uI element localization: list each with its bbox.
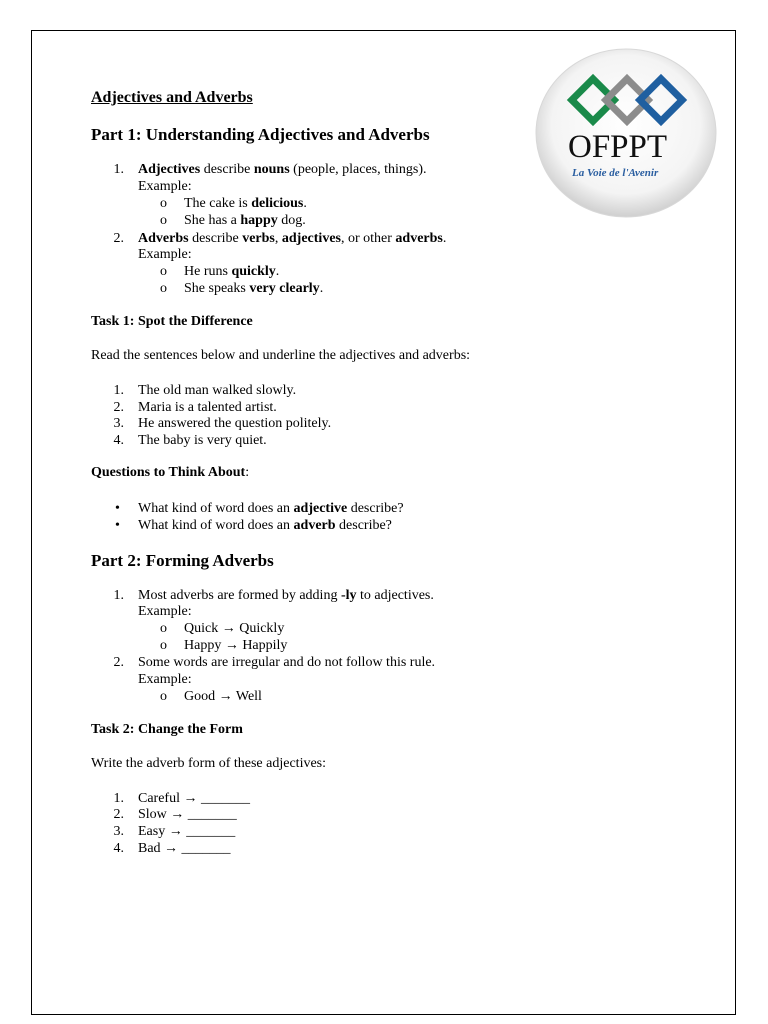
questions-heading-text: Questions to Think About	[91, 465, 246, 480]
term-adjectives: Adjectives	[138, 162, 201, 177]
list-number: 1.	[113, 383, 124, 398]
exercise-text: Easy → _______	[138, 824, 236, 839]
text: .	[319, 281, 324, 296]
text: She speaks	[184, 281, 250, 296]
bullet: o	[160, 281, 167, 296]
term-nouns: nouns	[253, 162, 290, 177]
text: describe	[188, 231, 243, 246]
text: (people, places, things).	[289, 162, 427, 177]
bold-word: quickly	[231, 264, 276, 279]
exercise-text: Careful → _______	[138, 791, 250, 806]
text: The cake is	[184, 196, 252, 211]
example-item	[160, 212, 306, 229]
bullet: •	[115, 518, 120, 533]
part1-heading: Part 1: Understanding Adjectives and Adverbs	[91, 125, 430, 144]
bullet-item	[115, 500, 404, 517]
text: Most adverbs are formed by adding	[138, 588, 341, 603]
questions-heading	[91, 465, 249, 481]
text: dog.	[277, 213, 306, 228]
sentence-text: He answered the question politely.	[138, 416, 332, 431]
logo-tagline: La Voie de l'Avenir	[572, 167, 659, 179]
text: .	[442, 231, 447, 246]
bullet: o	[160, 689, 167, 704]
bullet: o	[160, 196, 167, 211]
text: , or other	[340, 231, 396, 246]
text: to adjectives.	[356, 588, 434, 603]
example-label: Example:	[138, 247, 192, 262]
list-number: 1.	[113, 791, 124, 806]
exercise-text: Bad → _______	[138, 841, 231, 856]
bold-word: delicious	[251, 196, 304, 211]
task2-heading: Task 2: Change the Form	[91, 722, 243, 737]
text: She has a	[184, 213, 241, 228]
list-number: 1.	[113, 162, 124, 177]
example-text: Happy → Happily	[184, 638, 288, 653]
task1-heading: Task 1: Spot the Difference	[91, 314, 253, 329]
example-label: Example:	[138, 604, 192, 619]
bold-word: -ly	[340, 588, 357, 603]
bullet-item	[115, 517, 392, 534]
list-number: 4.	[113, 841, 124, 856]
text: .	[275, 264, 280, 279]
bullet: o	[160, 621, 167, 636]
list-number: 1.	[113, 588, 124, 603]
example-text: Quick → Quickly	[184, 621, 285, 636]
sentence-text: Maria is a talented artist.	[138, 400, 277, 415]
logo-text: OFPPT	[568, 129, 668, 165]
text: describe?	[335, 518, 392, 533]
list-number: 2.	[113, 655, 124, 670]
example-item	[160, 688, 262, 705]
example-item	[160, 195, 307, 212]
list-number: 3.	[113, 824, 124, 839]
task2-instruction: Write the adverb form of these adjectives:	[91, 756, 327, 771]
text: .	[303, 196, 307, 211]
bullet: o	[160, 264, 167, 279]
term-verbs: verbs	[242, 231, 275, 246]
sentence-text: The baby is very quiet.	[138, 433, 267, 448]
text: What kind of word does an	[138, 501, 294, 516]
term-adverbs: adverbs	[395, 231, 443, 246]
list-number: 2.	[113, 400, 124, 415]
list-number: 4.	[113, 433, 124, 448]
bullet: o	[160, 213, 167, 228]
term-adjectives: adjectives	[281, 231, 341, 246]
term-adverbs: Adverbs	[138, 231, 189, 246]
document-title: Adjectives and Adverbs	[91, 89, 253, 106]
list-number: 3.	[113, 416, 124, 431]
example-label: Example:	[138, 672, 192, 687]
text: He runs	[184, 264, 232, 279]
text: describe	[200, 162, 254, 177]
text: What kind of word does an	[138, 518, 294, 533]
bold-word: adverb	[293, 518, 336, 533]
part2-heading: Part 2: Forming Adverbs	[91, 551, 274, 570]
example-item	[160, 280, 324, 297]
exercise-text: Slow → _______	[138, 807, 237, 822]
bold-word: adjective	[293, 501, 348, 516]
example-item	[160, 637, 288, 654]
item-text: Some words are irregular and do not follow this rule.	[138, 655, 436, 670]
task1-instruction: Read the sentences below and underline the adjectives and adverbs:	[91, 348, 471, 363]
example-text: Good → Well	[184, 689, 262, 704]
bullet: o	[160, 638, 167, 653]
list-number: 2.	[113, 807, 124, 822]
bullet: •	[115, 501, 120, 516]
text: describe?	[347, 501, 404, 516]
colon: :	[245, 465, 250, 480]
bold-word: very clearly	[249, 281, 320, 296]
example-item	[160, 620, 285, 637]
list-number: 2.	[113, 231, 124, 246]
text: ,	[274, 231, 282, 246]
example-label: Example:	[138, 179, 192, 194]
example-item	[160, 263, 280, 280]
bold-word: happy	[240, 213, 278, 228]
sentence-text: The old man walked slowly.	[138, 383, 297, 398]
